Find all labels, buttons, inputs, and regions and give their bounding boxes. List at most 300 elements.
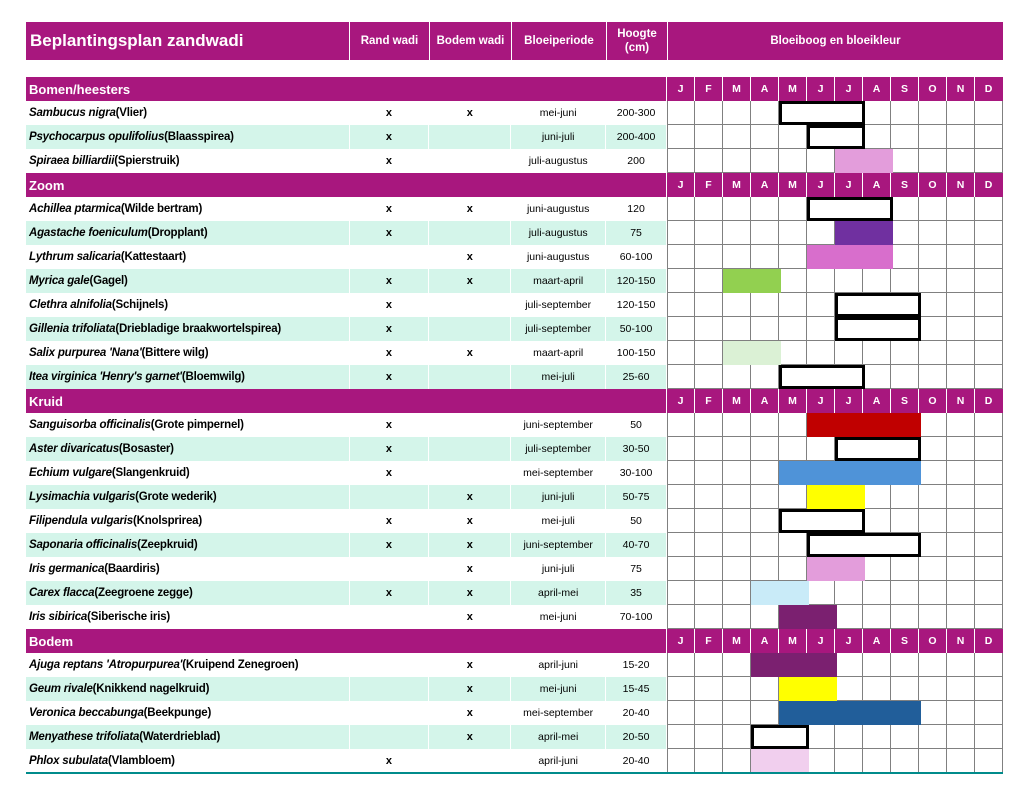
month-cell: [835, 653, 863, 677]
bloeiperiode: juli-september: [511, 293, 606, 317]
month-label: O: [919, 173, 947, 197]
bloeiperiode: juni-augustus: [511, 245, 606, 269]
month-cell: [947, 197, 975, 221]
rand-wadi-mark: x: [350, 149, 430, 173]
common-name: (Slangenkruid): [111, 467, 190, 479]
plant-name: [26, 485, 350, 509]
month-cell: [751, 605, 779, 629]
bodem-wadi-mark: x: [429, 605, 511, 629]
bodem-wadi-mark: x: [429, 245, 511, 269]
plant-name: [26, 101, 350, 125]
month-cell: [975, 725, 1003, 749]
month-cell: [751, 101, 779, 125]
month-cell: [695, 509, 723, 533]
month-cell: [695, 245, 723, 269]
month-label: D: [984, 635, 993, 647]
rand-wadi-mark: x: [350, 197, 430, 221]
bloeiperiode: juni-september: [511, 533, 606, 557]
rand-wadi-mark: [350, 557, 430, 581]
month-cell: [919, 125, 947, 149]
table-row: [26, 461, 1003, 485]
month-label: F: [695, 77, 723, 101]
latin-name: Geum rivale: [29, 683, 93, 695]
month-cell: [751, 149, 779, 173]
month-cell: [919, 317, 947, 341]
common-name: (Zeegroene zegge): [94, 587, 193, 599]
month-label: J: [835, 173, 863, 197]
month-cell: [947, 149, 975, 173]
bloeiperiode: april-juni: [511, 653, 606, 677]
col-header-bodem: Bodem wadi: [430, 22, 512, 60]
month-cell: [947, 269, 975, 293]
latin-name: Carex flacca: [29, 587, 95, 599]
month-cell: [947, 605, 975, 629]
month-cell: [667, 197, 695, 221]
hoogte: 15-20: [606, 653, 667, 677]
table-row: [26, 677, 1003, 701]
month-label: F: [695, 629, 723, 653]
month-cell: [863, 485, 891, 509]
month-cell: [975, 749, 1003, 773]
bloeiperiode: mei-juni: [511, 677, 606, 701]
month-cell: [975, 581, 1003, 605]
common-name: (Zeepkruid): [137, 539, 198, 551]
bloom-calendar: [667, 701, 1003, 725]
rand-wadi-mark: [350, 245, 430, 269]
month-cell: [891, 509, 919, 533]
month-cell: [919, 581, 947, 605]
month-cell: [975, 365, 1003, 389]
rand-wadi-mark: [350, 701, 430, 725]
bloom-bar: [835, 293, 921, 317]
table-row: [26, 245, 1003, 269]
hoogte: 40-70: [606, 533, 667, 557]
common-name: (Beekpunge): [143, 707, 212, 719]
month-cell: [863, 725, 891, 749]
month-cell: [695, 461, 723, 485]
month-cell: [975, 221, 1003, 245]
month-cell: [947, 461, 975, 485]
month-label: A: [863, 77, 891, 101]
bloom-calendar: [667, 293, 1003, 317]
bodem-wadi-mark: [429, 749, 511, 773]
plant-name: [26, 221, 350, 245]
month-cell: [751, 509, 779, 533]
bloom-bar: [723, 269, 781, 293]
hoogte: 75: [606, 221, 667, 245]
month-cell: [835, 677, 863, 701]
month-cell: [947, 365, 975, 389]
hoogte: 50: [606, 413, 667, 437]
bloom-calendar: [667, 677, 1003, 701]
common-name: (Blaasspirea): [164, 131, 234, 143]
latin-name: Sanguisorba officinalis: [29, 419, 151, 431]
month-cell: [723, 677, 751, 701]
common-name: (Spierstruik): [114, 155, 180, 167]
table-row: [26, 317, 1003, 341]
month-label: J: [667, 389, 695, 413]
month-cell: [891, 605, 919, 629]
month-cell: [863, 269, 891, 293]
section-header: [26, 629, 1003, 653]
bodem-wadi-mark: x: [429, 533, 511, 557]
plant-name: [26, 413, 350, 437]
latin-name: Achillea ptarmica: [29, 203, 121, 215]
month-cell: [975, 485, 1003, 509]
month-label: M: [779, 629, 807, 653]
month-cell: [751, 485, 779, 509]
month-label: A: [751, 77, 779, 101]
bodem-wadi-mark: x: [429, 677, 511, 701]
common-name: (Driebladige braakwortelspirea): [115, 323, 282, 335]
month-cell: [695, 485, 723, 509]
bloom-bar: [779, 461, 921, 485]
col-header-bloeiperiode: Bloeiperiode: [512, 22, 607, 60]
month-cell: [807, 269, 835, 293]
table-row: [26, 701, 1003, 725]
table-row: [26, 101, 1003, 125]
table-row: [26, 725, 1003, 749]
bloom-calendar: [667, 485, 1003, 509]
bloeiperiode: juni-juli: [511, 485, 606, 509]
month-cell: [695, 533, 723, 557]
hoogte: 120: [606, 197, 667, 221]
plant-name: [26, 557, 350, 581]
plant-name: [26, 197, 350, 221]
month-cell: [779, 221, 807, 245]
month-cell: [723, 653, 751, 677]
month-cell: [723, 557, 751, 581]
plant-name: [26, 749, 350, 773]
bloom-bar: [807, 125, 865, 149]
latin-name: Psychocarpus opulifolius: [29, 131, 165, 143]
month-cell: [807, 725, 835, 749]
bloom-calendar: [667, 269, 1003, 293]
bloom-bar: [835, 437, 921, 461]
month-cell: [919, 149, 947, 173]
bloom-bar: [779, 365, 865, 389]
month-cell: [667, 245, 695, 269]
month-cell: [667, 413, 695, 437]
month-cell: [919, 293, 947, 317]
month-cell: [863, 341, 891, 365]
month-cell: [667, 101, 695, 125]
hoogte: 200-300: [606, 101, 667, 125]
rand-wadi-mark: x: [350, 101, 430, 125]
bloeiperiode: mei-juni: [511, 605, 606, 629]
plant-name: [26, 605, 350, 629]
month-cell: [667, 557, 695, 581]
bloom-bar: [807, 197, 893, 221]
month-cell: [947, 101, 975, 125]
month-cell: [975, 437, 1003, 461]
month-cell: [695, 725, 723, 749]
month-cell: [723, 725, 751, 749]
month-cell: [779, 341, 807, 365]
month-cell: [891, 653, 919, 677]
month-cell: [947, 509, 975, 533]
page-title: Beplantingsplan zandwadi: [26, 22, 350, 60]
bloeiperiode: juli-september: [511, 437, 606, 461]
month-cell: [919, 605, 947, 629]
month-cell: [891, 221, 919, 245]
month-cell: [835, 341, 863, 365]
month-cell: [751, 125, 779, 149]
month-cell: [975, 269, 1003, 293]
bloom-bar: [779, 701, 921, 725]
plant-name: [26, 341, 350, 365]
bloom-calendar: [667, 101, 1003, 125]
latin-name: Iris sibirica: [29, 611, 88, 623]
month-cell: [779, 413, 807, 437]
bloom-bar: [751, 749, 809, 773]
plant-name: [26, 461, 350, 485]
bloeiperiode: juli-augustus: [511, 221, 606, 245]
month-cell: [723, 437, 751, 461]
month-cell: [695, 557, 723, 581]
month-cell: [667, 749, 695, 773]
latin-name: Filipendula vulgaris: [29, 515, 133, 527]
month-cell: [695, 365, 723, 389]
month-cell: [723, 125, 751, 149]
month-cell: [975, 701, 1003, 725]
month-cell: [947, 341, 975, 365]
month-label: J: [667, 629, 695, 653]
month-cell: [975, 413, 1003, 437]
bloom-calendar: [667, 725, 1003, 749]
month-label: A: [751, 629, 779, 653]
bodem-wadi-mark: [429, 221, 511, 245]
bloom-bar: [807, 557, 865, 581]
month-cell: [891, 197, 919, 221]
month-cell: [863, 101, 891, 125]
common-name: (Schijnels): [111, 299, 168, 311]
month-cell: [975, 293, 1003, 317]
table-row: [26, 605, 1003, 629]
month-label: A: [751, 389, 779, 413]
bloom-bar: [751, 653, 837, 677]
bloom-bar: [751, 581, 809, 605]
rand-wadi-mark: [350, 725, 430, 749]
month-cell: [919, 701, 947, 725]
month-cell: [751, 677, 779, 701]
month-cell: [891, 365, 919, 389]
bodem-wadi-mark: x: [429, 509, 511, 533]
rand-wadi-mark: x: [350, 581, 430, 605]
rand-wadi-mark: x: [350, 533, 430, 557]
month-cell: [667, 677, 695, 701]
month-cell: [667, 581, 695, 605]
month-cell: [919, 461, 947, 485]
table-row: [26, 653, 1003, 677]
month-cell: [975, 461, 1003, 485]
month-cell: [975, 533, 1003, 557]
month-cell: [947, 581, 975, 605]
month-label: J: [835, 389, 863, 413]
month-cell: [695, 317, 723, 341]
plant-name: [26, 653, 350, 677]
bloom-calendar: [667, 557, 1003, 581]
month-label: J: [667, 173, 695, 197]
bloom-calendar: [667, 437, 1003, 461]
plant-name: [26, 365, 350, 389]
month-label: M: [779, 173, 807, 197]
plant-name: [26, 725, 350, 749]
bloeiperiode: juni-augustus: [511, 197, 606, 221]
month-label: J: [807, 77, 835, 101]
month-cell: [667, 437, 695, 461]
plant-name: [26, 125, 350, 149]
month-cell: [807, 581, 835, 605]
latin-name: Spiraea billiardii: [29, 155, 115, 167]
month-cell: [695, 149, 723, 173]
month-cell: [667, 653, 695, 677]
rand-wadi-mark: x: [350, 461, 430, 485]
hoogte: 120-150: [606, 293, 667, 317]
bloom-calendar: [667, 221, 1003, 245]
month-label: M: [723, 173, 751, 197]
hoogte: 60-100: [606, 245, 667, 269]
bloeiperiode: juli-september: [511, 317, 606, 341]
section-title: Bodem: [26, 629, 667, 653]
month-cell: [919, 437, 947, 461]
month-cell: [947, 725, 975, 749]
bodem-wadi-mark: x: [429, 269, 511, 293]
bloom-bar: [835, 221, 893, 245]
hoogte: 15-45: [606, 677, 667, 701]
month-cell: [891, 749, 919, 773]
month-cell: [975, 101, 1003, 125]
month-cell: [667, 221, 695, 245]
month-cell: [975, 557, 1003, 581]
month-cell: [891, 101, 919, 125]
month-cell: [667, 125, 695, 149]
rand-wadi-mark: x: [350, 509, 430, 533]
month-cell: [751, 293, 779, 317]
latin-name: Iris germanica: [29, 563, 105, 575]
hoogte: 70-100: [606, 605, 667, 629]
common-name: (Waterdrieblad): [139, 731, 221, 743]
bloeiperiode: maart-april: [511, 269, 606, 293]
month-cell: [975, 317, 1003, 341]
common-name: (Vlambloem): [108, 755, 175, 767]
bloom-bar: [751, 725, 809, 749]
hoogte: 30-50: [606, 437, 667, 461]
month-cell: [919, 749, 947, 773]
month-cell: [695, 605, 723, 629]
rand-wadi-mark: x: [350, 293, 430, 317]
month-cell: [835, 269, 863, 293]
latin-name: Echium vulgare: [29, 467, 112, 479]
hoogte: 30-100: [606, 461, 667, 485]
month-cell: [947, 245, 975, 269]
month-cell: [751, 221, 779, 245]
month-label: J: [807, 389, 835, 413]
month-cell: [751, 317, 779, 341]
month-label: S: [891, 173, 919, 197]
month-cell: [947, 749, 975, 773]
table-header: [26, 22, 1003, 60]
hoogte: 50-100: [606, 317, 667, 341]
month-cell: [751, 461, 779, 485]
month-cell: [891, 149, 919, 173]
common-name: (Knolsprirea): [133, 515, 202, 527]
month-label: J: [835, 77, 863, 101]
rand-wadi-mark: x: [350, 341, 430, 365]
bloeiperiode: mei-september: [511, 701, 606, 725]
plant-name: [26, 533, 350, 557]
month-cell: [863, 365, 891, 389]
rand-wadi-mark: [350, 653, 430, 677]
month-cell: [667, 509, 695, 533]
hoogte: 100-150: [606, 341, 667, 365]
month-cell: [947, 293, 975, 317]
latin-name: Clethra alnifolia: [29, 299, 112, 311]
latin-name: Saponaria officinalis: [29, 539, 138, 551]
common-name: (Gagel): [89, 275, 128, 287]
month-cell: [807, 749, 835, 773]
bloeiperiode: april-juni: [511, 749, 606, 773]
month-label: N: [947, 173, 975, 197]
latin-name: Lythrum salicaria: [29, 251, 121, 263]
common-name: (Bittere wilg): [141, 347, 209, 359]
month-label: D: [984, 83, 993, 95]
month-cell: [779, 197, 807, 221]
month-cell: [863, 581, 891, 605]
bloeiperiode: maart-april: [511, 341, 606, 365]
hoogte: 20-40: [606, 749, 667, 773]
month-cell: [807, 293, 835, 317]
month-label: M: [723, 629, 751, 653]
month-cell: [667, 701, 695, 725]
month-cell: [779, 269, 807, 293]
common-name: (Bloemwilg): [181, 371, 245, 383]
latin-name: Menyathese trifoliata: [29, 731, 140, 743]
hoogte: 200: [606, 149, 667, 173]
latin-name: Veronica beccabunga: [29, 707, 144, 719]
month-cell: [947, 557, 975, 581]
latin-name: Myrica gale: [29, 275, 90, 287]
month-cell: [919, 509, 947, 533]
bodem-wadi-mark: x: [429, 581, 511, 605]
month-cell: [807, 437, 835, 461]
month-cell: [779, 245, 807, 269]
bloom-calendar: [667, 581, 1003, 605]
month-cell: [919, 677, 947, 701]
month-cell: [695, 701, 723, 725]
bloom-bar: [779, 677, 837, 701]
month-cell: [863, 557, 891, 581]
plant-name: [26, 509, 350, 533]
month-cell: [667, 317, 695, 341]
month-cell: [695, 125, 723, 149]
month-cell: [751, 365, 779, 389]
latin-name: Ajuga reptans 'Atropurpurea': [29, 659, 183, 671]
month-label: J: [667, 77, 695, 101]
month-cell: [835, 749, 863, 773]
month-cell: [695, 677, 723, 701]
month-cell: [975, 653, 1003, 677]
month-cell: [919, 341, 947, 365]
bloom-bar: [807, 485, 865, 509]
common-name: (Siberische iris): [87, 611, 171, 623]
month-cell: [863, 605, 891, 629]
month-cell: [695, 413, 723, 437]
bloom-calendar: [667, 533, 1003, 557]
month-cell: [695, 293, 723, 317]
month-cell: [975, 125, 1003, 149]
month-cell: [695, 749, 723, 773]
